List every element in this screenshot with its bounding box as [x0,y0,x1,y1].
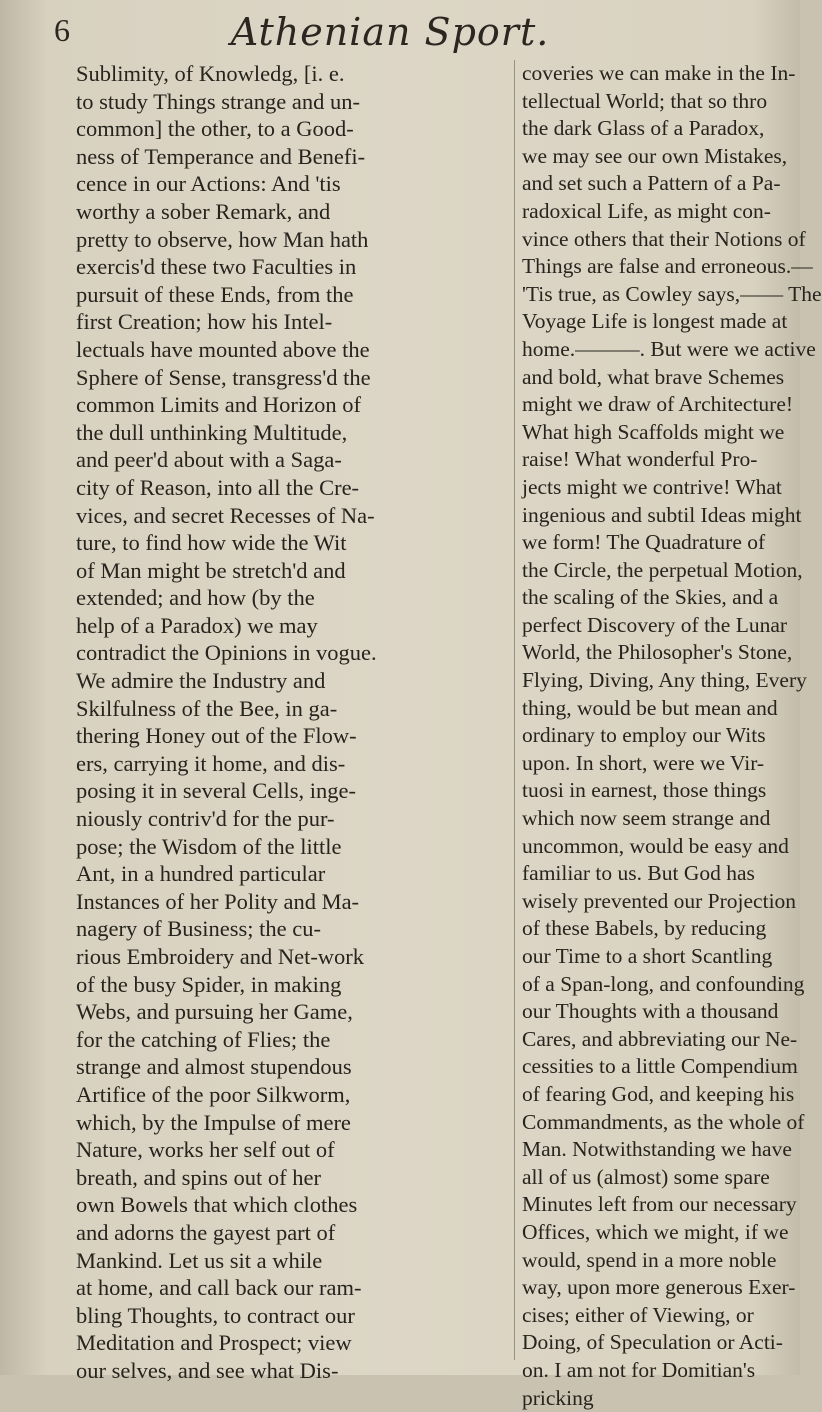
text-line: for the catching of Flies; the [76,1026,508,1054]
text-line: extended; and how (by the [76,584,508,612]
text-line: Nature, works her self out of [76,1136,508,1164]
text-line: Cares, and abbreviating our Ne- [522,1026,794,1054]
text-line: Minutes left from our necessary [522,1191,794,1219]
text-line: wisely prevented our Projection [522,888,794,916]
column-divider [514,60,515,1360]
left-column [76,60,508,1360]
text-line: way, upon more generous Exer- [522,1274,794,1302]
text-line: vince others that their Notions of [522,226,794,254]
text-line: would, spend in a more noble [522,1247,794,1275]
text-line: at home, and call back our ram- [76,1274,508,1302]
text-line: lectuals have mounted above the [76,336,508,364]
text-line: pursuit of these Ends, from the [76,281,508,309]
text-line: we form! The Quadrature of [522,529,794,557]
text-line: we may see our own Mistakes, [522,143,794,171]
text-line: breath, and spins out of her [76,1164,508,1192]
text-line: Instances of her Polity and Ma- [76,888,508,916]
text-line: Ant, in a hundred particular [76,860,508,888]
text-line: our Time to a short Scantling [522,943,794,971]
text-line: and peer'd about with a Saga- [76,446,508,474]
text-line: niously contriv'd for the pur- [76,805,508,833]
text-line: of these Babels, by reducing [522,915,794,943]
right-column [522,60,794,1360]
text-line: posing it in several Cells, inge- [76,777,508,805]
text-line: city of Reason, into all the Cre- [76,474,508,502]
text-line: our Thoughts with a thousand [522,998,794,1026]
text-line: worthy a sober Remark, and [76,198,508,226]
text-line: help of a Paradox) we may [76,612,508,640]
text-line: and adorns the gayest part of [76,1219,508,1247]
text-line: Skilfulness of the Bee, in ga- [76,695,508,723]
text-line: which, by the Impulse of mere [76,1109,508,1137]
text-line: Meditation and Prospect; view [76,1329,508,1357]
text-line: Voyage Life is longest made at [522,308,794,336]
text-line: jects might we contrive! What [522,474,794,502]
text-line: Doing, of Speculation or Acti- [522,1329,794,1357]
running-head: Athenian Sport. [200,10,580,54]
text-line: and set such a Pattern of a Pa- [522,170,794,198]
text-line: and bold, what brave Schemes [522,364,794,392]
page-number: 6 [54,12,70,49]
text-line: bling Thoughts, to contract our [76,1302,508,1330]
text-line: home.———. But were we active [522,336,794,364]
text-line: contradict the Opinions in vogue. [76,639,508,667]
text-line: Man. Notwithstanding we have [522,1136,794,1164]
text-line: cence in our Actions: And 'tis [76,170,508,198]
text-line: raise! What wonderful Pro- [522,446,794,474]
text-line: upon. In short, were we Vir- [522,750,794,778]
text-line: to study Things strange and un- [76,88,508,116]
text-line: familiar to us. But God has [522,860,794,888]
text-line: of the busy Spider, in making [76,971,508,999]
text-line: 'Tis true, as Cowley says,—— The [522,281,794,309]
text-line: Sublimity, of Knowledg, [i. e. [76,60,508,88]
text-line: Artifice of the poor Silkworm, [76,1081,508,1109]
text-line: What high Scaffolds might we [522,419,794,447]
text-line: pose; the Wisdom of the little [76,833,508,861]
text-line: all of us (almost) some spare [522,1164,794,1192]
text-line: thing, would be but mean and [522,695,794,723]
text-line: first Creation; how his Intel- [76,308,508,336]
text-line: Offices, which we might, if we [522,1219,794,1247]
text-line: which now seem strange and [522,805,794,833]
text-line: tellectual World; that so thro [522,88,794,116]
text-line: the dull unthinking Multitude, [76,419,508,447]
text-line: pretty to observe, how Man hath [76,226,508,254]
text-line: thering Honey out of the Flow- [76,722,508,750]
text-line: vices, and secret Recesses of Na- [76,502,508,530]
text-line: ers, carrying it home, and dis- [76,750,508,778]
text-line: uncommon, would be easy and [522,833,794,861]
text-line: perfect Discovery of the Lunar [522,612,794,640]
text-line: tuosi in earnest, those things [522,777,794,805]
text-line: might we draw of Architecture! [522,391,794,419]
text-line: ness of Temperance and Benefi- [76,143,508,171]
text-line: ingenious and subtil Ideas might [522,502,794,530]
text-line: Flying, Diving, Any thing, Every [522,667,794,695]
text-line: radoxical Life, as might con- [522,198,794,226]
text-line: Things are false and erroneous.— [522,253,794,281]
text-line: cessities to a little Compendium [522,1053,794,1081]
text-line: Mankind. Let us sit a while [76,1247,508,1275]
text-line: We admire the Industry and [76,667,508,695]
text-line: Commandments, as the whole of [522,1109,794,1137]
text-line: the dark Glass of a Paradox, [522,115,794,143]
text-line: ordinary to employ our Wits [522,722,794,750]
text-line: common Limits and Horizon of [76,391,508,419]
text-line: our selves, and see what Dis- [76,1357,508,1385]
text-line: the scaling of the Skies, and a [522,584,794,612]
text-line: common] the other, to a Good- [76,115,508,143]
text-line: coveries we can make in the In- [522,60,794,88]
text-line: ture, to find how wide the Wit [76,529,508,557]
text-line: on. I am not for Domitian's [522,1357,794,1385]
text-line: own Bowels that which clothes [76,1191,508,1219]
text-line: strange and almost stupendous [76,1053,508,1081]
page-header [0,8,800,52]
text-line: of fearing God, and keeping his [522,1081,794,1109]
text-line: cises; either of Viewing, or [522,1302,794,1330]
text-line: of a Span-long, and confounding [522,971,794,999]
text-line: Webs, and pursuing her Game, [76,998,508,1026]
text-line: exercis'd these two Faculties in [76,253,508,281]
text-line: nagery of Business; the cu- [76,915,508,943]
text-line: the Circle, the perpetual Motion, [522,557,794,585]
text-line: of Man might be stretch'd and [76,557,508,585]
text-line: World, the Philosopher's Stone, [522,639,794,667]
text-line: rious Embroidery and Net-work [76,943,508,971]
text-line: pricking [522,1385,794,1412]
text-line: Sphere of Sense, transgress'd the [76,364,508,392]
